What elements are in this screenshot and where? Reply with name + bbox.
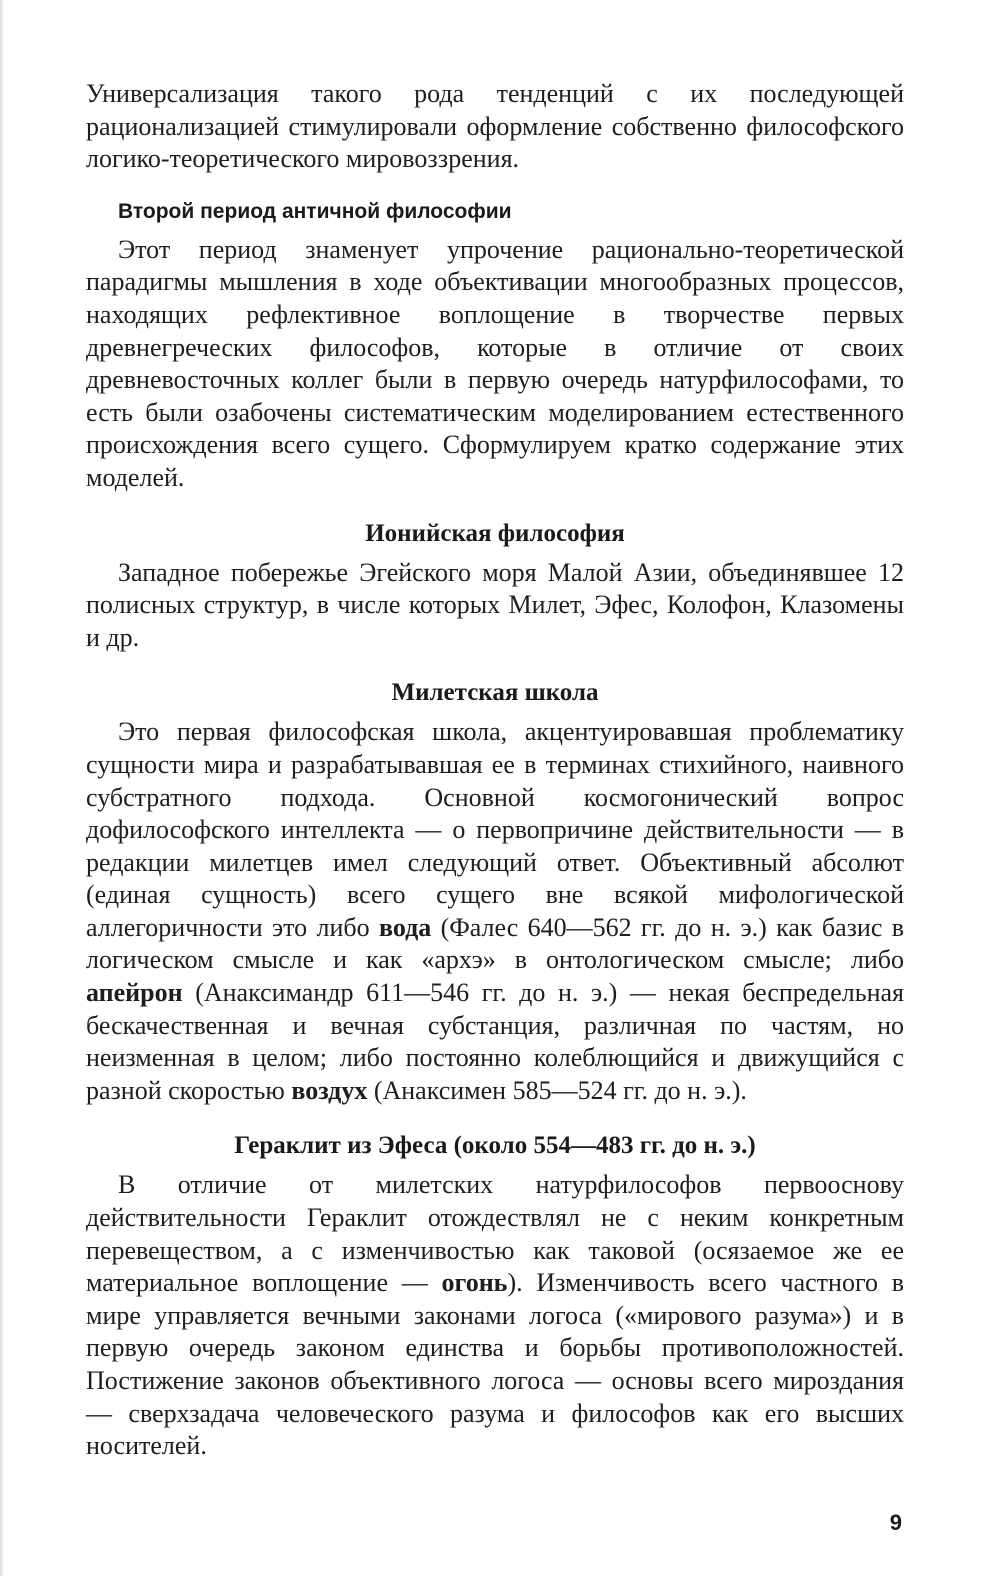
ionian-paragraph: Западное побережье Эгейского моря Малой Азии, объединявшее 12 полисных структур, в числе которых Милет, Эфес, Колофон, Клазомены и др. xyxy=(86,557,904,652)
heraclitus-text-2: ). Изменчивость всего частного в мире управляется вечными законами логоса («мирового разума») и в первую очередь законом единства и борьбы противоположностей. Постижение законов объективного логоса — основы всего мироздания — сверхзадача человеческого разума и философов как его высших носителей. xyxy=(86,1268,904,1461)
second-period-paragraph: Этот период знаменует упрочение рационально-теоретической парадигмы мышления в ходе объективации многообразных процессов, находящих рефлективное воплощение в творчестве первых древнегреческих философов, которые в отличие от своих древневосточных коллег были в первую очередь натурфилософами, то есть были озабочены систематическим моделированием естественного происхождения всего сущего. Сформулируем кратко содержание этих моделей. xyxy=(86,234,904,492)
section-heading-second-period: Второй период античной философии xyxy=(118,199,512,223)
section-heading-heraclitus: Гераклит из Эфеса (около 554—483 гг. до н. э.) xyxy=(234,1132,756,1160)
page-number: 9 xyxy=(889,1510,902,1535)
section-heading-miletus: Милетская школа xyxy=(391,679,599,707)
miletus-paragraph xyxy=(86,716,904,1107)
heraclitus-paragraph xyxy=(86,1169,904,1462)
intro-paragraph: Универсализация такого рода тенденций с их последующей рационализацией стимулировали оформление собственно философского логико-теоретического мировоззрения. xyxy=(86,79,904,174)
section-heading-ionian: Ионийская философия xyxy=(365,519,625,547)
miletus-text-4: (Анаксимен 585—524 гг. до н. э.). xyxy=(367,1075,747,1105)
miletus-text-2: (Фалес 640—562 гг. до н. э.) как базис в логическом смысле и как «архэ» в онтологическом смысле; либо xyxy=(86,912,904,975)
miletus-text-1: Это первая философская школа, акцентуировавшая проблематику сущности мира и разрабатывавшая ее в терминах стихийного, наивного субстратного подхода. Основной космогонический вопрос дофилософского интеллекта — о первопричине действительности — в редакции милетцев имел следующий ответ. Объективный абсолют (единая сущность) всего сущего вне всякой мифологической аллегоричности это либо xyxy=(86,717,904,942)
term-air: воздух xyxy=(291,1075,368,1105)
miletus-text-3: (Анаксимандр 611—546 гг. до н. э.) — некая беспредельная бескачественная и вечная субстанция, различная по частям, но неизменная в целом; либо постоянно колеблющийся и движущийся с разной скоростью xyxy=(86,978,904,1105)
term-apeiron: апейрон xyxy=(86,978,183,1008)
page-body xyxy=(86,78,904,1463)
term-water: вода xyxy=(378,912,432,942)
page-edge-shadow xyxy=(0,0,4,1576)
heraclitus-text-1: В отличие от милетских натурфилософов первооснову действительности Гераклит отождествлял не с неким конкретным перевеществом, а с изменчивостью как таковой (осязаемое же ее материальное воплощение — xyxy=(86,1170,904,1298)
term-fire: огонь xyxy=(441,1268,508,1298)
